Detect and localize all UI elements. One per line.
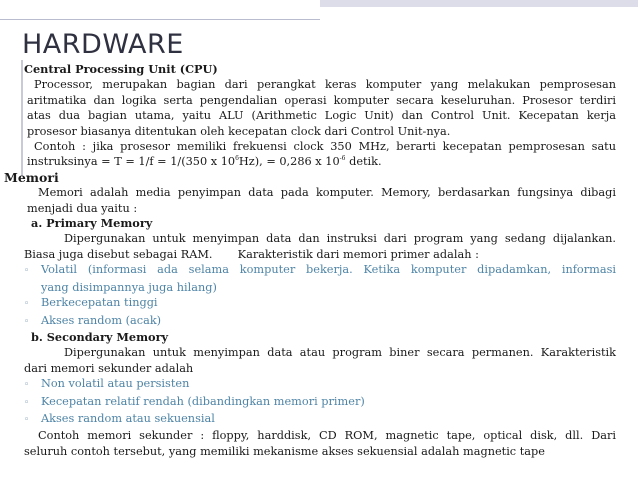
header-rule [0, 19, 320, 20]
cpu-example-formula [24, 154, 616, 169]
cpu-paragraph-line: atas dua bagian utama, yaitu ALU (Arithmetic Logic Unit) dan Control Unit. Kecepatan kerja [27, 109, 616, 123]
header-accent-bar [320, 0, 638, 7]
secondary-memory-heading: b. Secondary Memory [31, 329, 169, 344]
slide-title: HARDWARE [22, 29, 184, 60]
primary-memory-heading: a. Primary Memory [31, 216, 153, 231]
formula-exponent: -6 [339, 155, 346, 163]
left-accent-bar [21, 60, 23, 176]
primary-bullet-continuation: yang disimpannya juga hilang) [41, 280, 217, 294]
slide-body [4, 62, 616, 459]
secondary-bullet [24, 394, 616, 411]
memori-intro-line: Memori adalah media penyimpan data pada komputer. Memory, berdasarkan fungsinya dibagi [38, 186, 616, 200]
formula-part: Hz), = 0,286 x 10 [238, 155, 340, 169]
cpu-heading: Central Processing Unit (CPU) [24, 62, 218, 76]
bullet-text: Non volatil atau persisten [41, 377, 190, 391]
bullet-marker: ◦ [24, 299, 30, 310]
primary-bullet [24, 313, 616, 330]
secondary-paragraph-line: dari memori sekunder adalah [24, 361, 194, 375]
bullet-text: Akses random atau sekuensial [41, 411, 215, 425]
memori-example-line: Contoh memori sekunder : floppy, harddisk, CD ROM, magnetic tape, optical disk, dll. Dari [38, 429, 616, 443]
bullet-text: Kecepatan relatif rendah (dibandingkan memori primer) [41, 394, 365, 408]
cpu-paragraph-line: Processor, merupakan bagian dari perangkat keras komputer yang melakukan pemprosesan [34, 78, 616, 92]
header-decoration [0, 0, 638, 22]
bullet-marker: ◦ [24, 316, 30, 327]
bullet-marker: ◦ [24, 397, 30, 408]
cpu-paragraph-line: prosesor biasanya ditentukan oleh kecepatan clock dari Control Unit-nya. [27, 124, 451, 138]
bullet-marker: ◦ [24, 380, 30, 391]
bullet-marker: ◦ [24, 414, 30, 425]
bullet-text: Akses random (acak) [41, 313, 162, 327]
primary-paragraph-line: Dipergunakan untuk menyimpan data dan instruksi dari program yang sedang dijalankan. [64, 232, 616, 246]
secondary-bullet [24, 411, 616, 428]
primary-bullet [24, 295, 616, 312]
primary-paragraph-line: Biasa juga disebut sebagai RAM. Karakteristik dari memori primer adalah : [24, 247, 479, 261]
secondary-paragraph-line: Dipergunakan untuk menyimpan data atau program biner secara permanen. Karakteristik [64, 346, 616, 360]
bullet-text: Berkecepatan tinggi [41, 296, 158, 310]
cpu-example-line: Contoh : jika prosesor memiliki frekuensi clock 350 MHz, berarti kecepatan pemprosesan satu [34, 140, 616, 154]
bullet-marker: ◦ [24, 266, 30, 277]
memori-intro-line: menjadi dua yaitu : [27, 201, 138, 215]
primary-bullet [24, 262, 616, 279]
secondary-bullet [24, 376, 616, 393]
formula-part: instruksinya = T = 1/f = 1/(350 x 10 [27, 155, 236, 169]
memori-example-line: seluruh contoh tersebut, yang memiliki mekanisme akses sekuensial adalah magnetic tape [24, 444, 545, 458]
memori-heading: Memori [4, 169, 59, 185]
cpu-paragraph-line: aritmatika dan logika serta pengendalian operasi komputer secara keseluruhan. Prosesor terdiri [27, 93, 616, 107]
bullet-text: Volatil (informasi ada selama komputer bekerja. Ketika komputer dipadamkan, informasi [41, 263, 616, 277]
formula-part: detik. [345, 155, 382, 169]
formula-exponent: 6 [235, 155, 239, 163]
